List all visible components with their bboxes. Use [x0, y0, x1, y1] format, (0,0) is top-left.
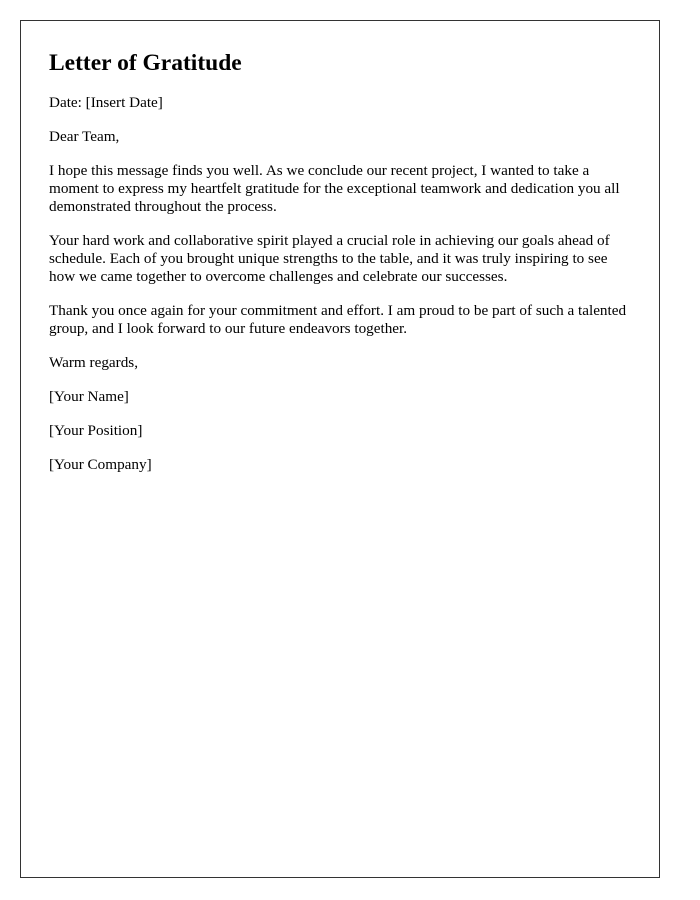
closing: Warm regards, — [49, 354, 139, 371]
letter-page — [20, 20, 660, 878]
body-paragraph-3: Thank you once again for your commitment and effort. I am proud to be part of such a talented group, and I look forward to our future endeavors together. — [49, 302, 627, 337]
letter-title: Letter of Gratitude — [49, 50, 242, 76]
signature-company: [Your Company] — [49, 456, 152, 473]
salutation: Dear Team, — [49, 128, 120, 145]
signature-position: [Your Position] — [49, 422, 143, 439]
body-paragraph-1: I hope this message finds you well. As we conclude our recent project, I wanted to take a moment to express my heartfelt gratitude for the exceptional teamwork and dedication you all demonstrated throughout the process. — [49, 162, 620, 215]
date-line: Date: [Insert Date] — [49, 94, 163, 111]
body-paragraph-2: Your hard work and collaborative spirit played a crucial role in achieving our goals ahead of schedule. Each of you brought unique strengths to the table, and it was truly inspiring to see how we came together to overcome challenges and celebrate our successes. — [49, 232, 610, 285]
signature-name: [Your Name] — [49, 388, 129, 405]
